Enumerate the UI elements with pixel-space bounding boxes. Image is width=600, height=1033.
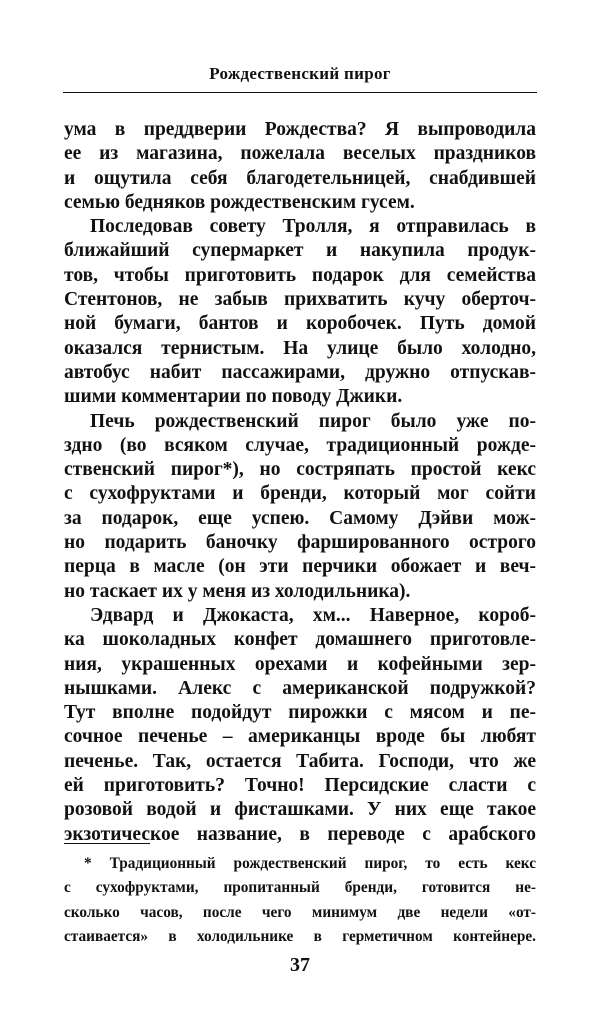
text-line: Стентонов, не забыв прихватить кучу оберточ-	[64, 289, 536, 311]
text-line: ственский пирог*), но состряпать простой кекс	[64, 459, 536, 481]
text-line: нышками. Алекс с американской подружкой?	[64, 677, 536, 699]
text-line: ной бумаги, бантов и коробочек. Путь домой	[64, 313, 536, 335]
header-rule	[63, 92, 537, 93]
text-line: здно (во всяком случае, традиционный рожде-	[64, 434, 536, 456]
text-line: за подарок, еще успею. Самому Дэйви мож-	[64, 507, 536, 529]
text-line: семью бедняков рождественским гусем.	[64, 191, 415, 213]
body-text	[64, 118, 536, 847]
footnote-rule	[64, 843, 150, 844]
footnote-line: с сухофруктами, пропитанный бренди, готовится не-	[64, 879, 536, 897]
text-line: ее из магазина, пожелала веселых праздников	[64, 143, 536, 165]
text-line: печенье. Так, остается Табита. Господи, что же	[64, 750, 536, 772]
text-line: ближайший супермаркет и накупила продук-	[64, 240, 536, 262]
footnote-line: стаивается» в холодильнике в герметичном контейнере.	[64, 927, 536, 945]
text-line: ка шоколадных конфет домашнего приготовле-	[64, 629, 536, 651]
paragraph-start-line: Последовав совету Тролля, я отправилась в	[90, 216, 536, 238]
text-line: розовой водой и фисташками. У них еще такое	[64, 799, 536, 821]
text-line: оказался тернистым. На улице было холодно,	[64, 337, 536, 359]
text-line: но таскает их у меня из холодильника).	[64, 580, 411, 602]
text-line: экзотическое название, в переводе с арабского	[64, 823, 536, 845]
text-line: и ощутила себя благодетельницей, снабдившей	[64, 167, 536, 189]
footnote	[64, 852, 536, 949]
text-line: ния, украшенных орехами и кофейными зер-	[64, 653, 536, 675]
text-line: но подарить баночку фаршированного острого	[64, 532, 536, 554]
text-line: автобус набит пассажирами, дружно отпускав-	[64, 361, 536, 383]
text-line: перца в масле (он эти перчики обожает и веч-	[64, 556, 536, 578]
text-line: шими комментарии по поводу Джики.	[64, 386, 403, 408]
running-title: Рождественский пирог	[209, 64, 391, 83]
text-line: Тут вполне подойдут пирожки с мясом и пе-	[64, 702, 536, 724]
footnote-line: * Традиционный рождественский пирог, то есть кекс	[84, 855, 536, 872]
footnote-line: сколько часов, после чего минимум две недели «от-	[64, 903, 536, 921]
text-line: ума в преддверии Рождества? Я выпроводила	[64, 119, 536, 140]
paragraph-start-line: Эдвард и Джокаста, хм... Наверное, короб-	[90, 604, 536, 626]
text-line: с сухофруктами и бренди, который мог сойти	[64, 483, 536, 505]
paragraph-start-line: Печь рождественский пирог было уже по-	[90, 410, 536, 432]
text-line: ей приготовить? Точно! Персидские сласти с	[64, 775, 536, 797]
text-line: сочное печенье – американцы вроде бы любят	[64, 726, 536, 748]
page-number: 37	[290, 954, 310, 976]
text-line: тов, чтобы приготовить подарок для семейства	[64, 264, 536, 286]
